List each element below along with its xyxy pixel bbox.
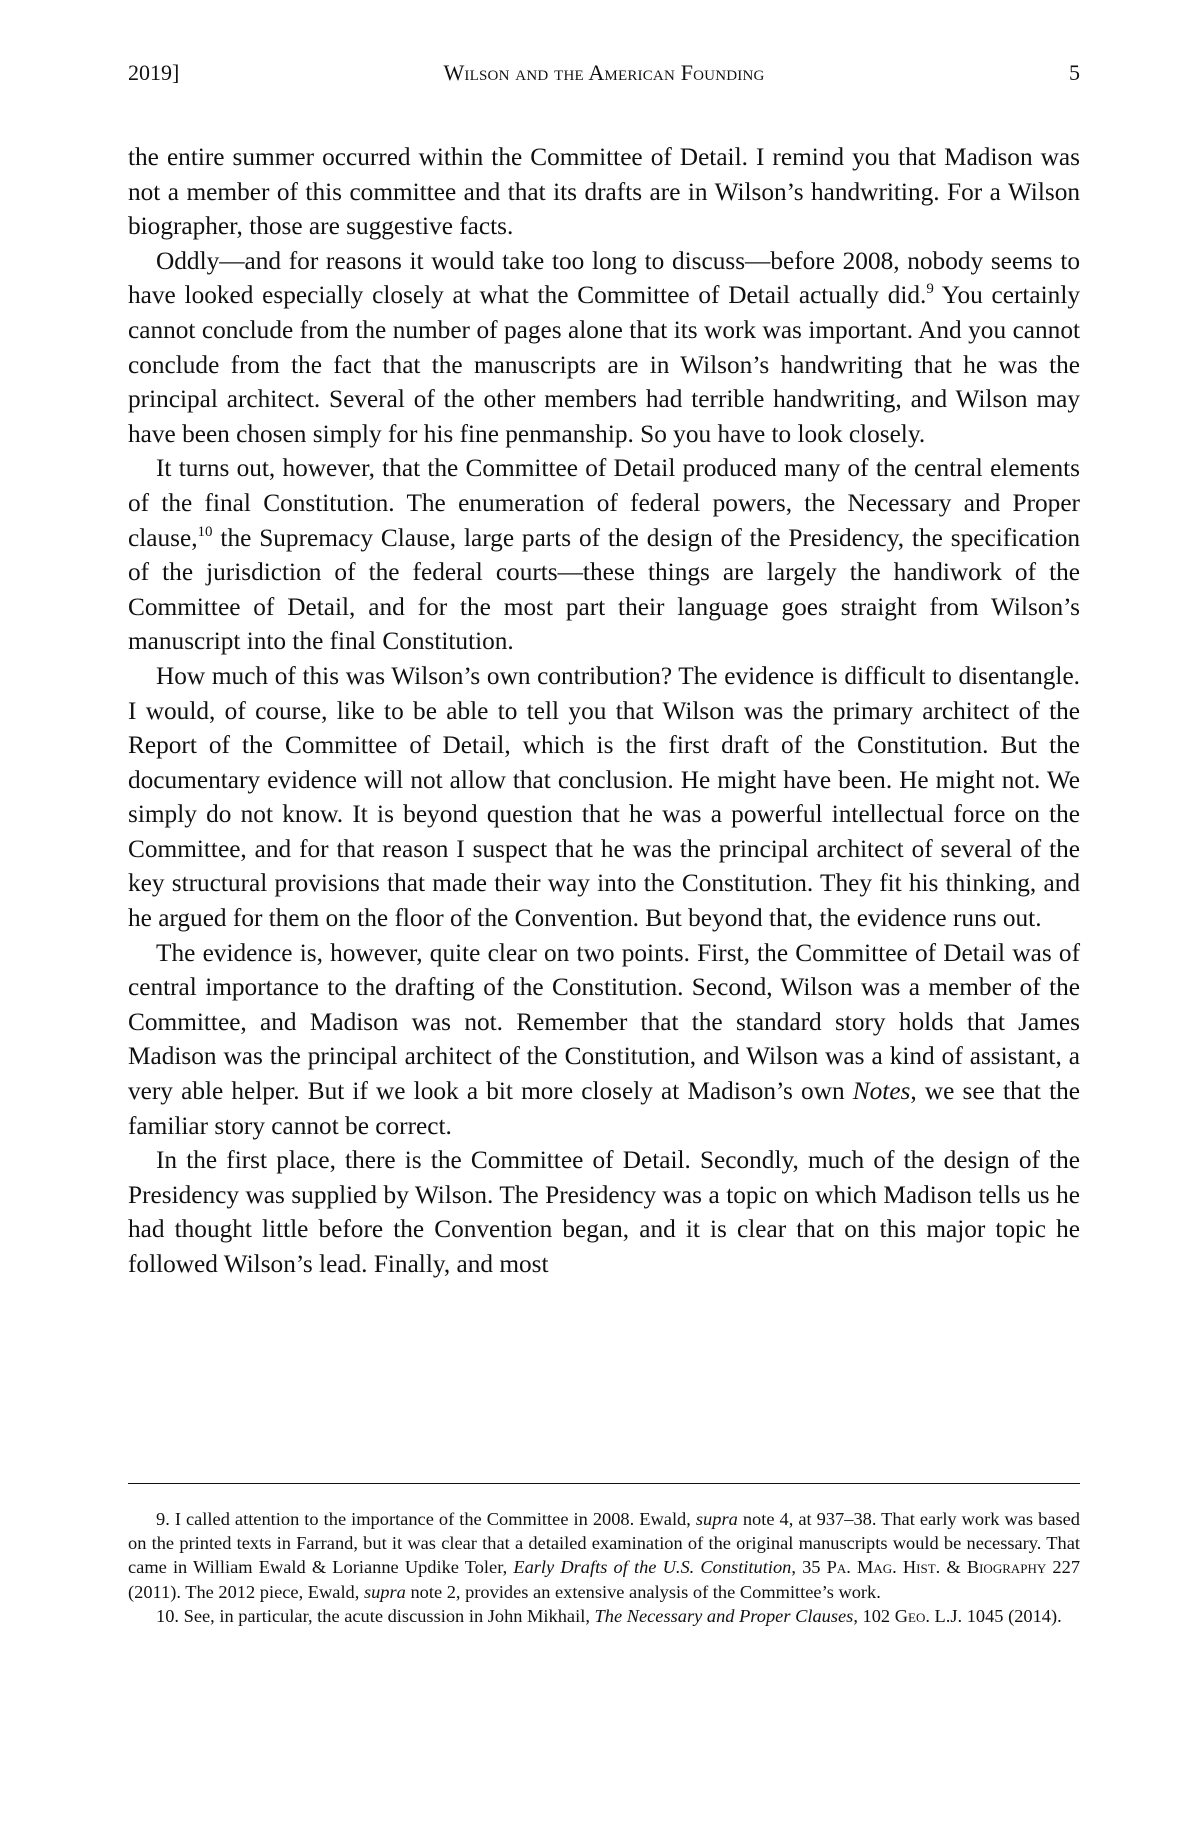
footnote-ref-9[interactable]: 9 [926,281,934,298]
running-header [128,56,1080,90]
footnote-10-text: 10. See, in particular, the acute discussion in John Mikhail, [156,1605,595,1626]
footnote-9 [128,1507,1080,1604]
footnote-9-italic: supra [363,1581,406,1602]
paragraph-4: How much of this was Wilson’s own contribution? The evidence is difficult to disentangle. I would, of course, like to be able to tell you that Wilson was the primary architect of the Report of the Committee of Detail, which is the first draft of the Constitution. But the documentary evidence will not allow that conclusion. He might have been. He might not. We simply do not know. It is beyond question that he was a powerful intellectual force on the Committee, and for that reason I suspect that he was the principal architect of several of the key structural provisions that made their way into the Constitution. They fit his thinking, and he argued for them on the floor of the Convention. But beyond that, the evidence runs out. [128,661,1080,933]
footnote-10 [128,1604,1080,1628]
paragraph-2 [128,244,1080,452]
paragraph-1: the entire summer occurred within the Committee of Detail. I remind you that Madison was not a member of this committee and that its drafts are in Wilson’s handwriting. For a Wilson biographer, those are suggestive facts. [128,143,1080,241]
paragraph-5-text-b: , we see that the familiar story cannot be correct. [128,1077,1080,1140]
main-text [128,140,1080,1282]
paragraph-2-text-b: You certainly cannot conclude from the number of pages alone that its work was important. And you cannot conclude from the fact that the manuscripts are in Wilson’s handwriting that he was the principal architect. Several of the other members had terrible handwriting, and Wilson may have been chosen simply for his fine penmanship. So you have to look closely. [128,281,1081,448]
paragraph-3-text-a: It turns out, however, that the Committee of Detail produced many of the central elements of the final Constitution. The enumeration of federal powers, the Necessary and Proper clause, [128,454,1080,552]
footnote-9-text: 227 (2011). The 2012 piece, Ewald, [128,1557,1081,1602]
footnote-10-text: , 102 [853,1605,895,1626]
page-number: 5 [1069,60,1080,85]
footnote-9-text: 9. I called attention to the importance of the Committee in 2008. Ewald, [156,1509,696,1529]
footnote-ref-10[interactable]: 10 [197,523,213,540]
header-title: Wilson and the American Founding [443,60,765,85]
footnote-9-text: note 4, at 937–38. That early work was based on the printed texts in Farrand, but it was clear that a detailed examination of the original manuscripts would be necessary. That came in William Ewald & Lorianne Updike Toler, [128,1509,1080,1578]
footnote-10-journal: Geo. L.J. [894,1605,963,1626]
header-year: 2019] [128,60,180,85]
footnote-9-italic: Early Drafts of the U.S. Constitution [513,1557,792,1578]
notes-title: Notes [852,1077,911,1106]
footnote-9-italic: supra [695,1509,738,1529]
footnote-9-text: , 35 [791,1557,827,1578]
footnotes [128,1507,1080,1628]
paragraph-6: In the first place, there is the Committee of Detail. Secondly, much of the design of the Presidency was supplied by Wilson. The Presidency was a topic on which Madison tells us he had thought little before the Convention began, and it is clear that on this major topic he followed Wilson’s lead. Finally, and most [128,1146,1080,1278]
paragraph-5-text-a: The evidence is, however, quite clear on two points. First, the Committee of Detail was of central importance to the drafting of the Constitution. Second, Wilson was a member of the Committee, and Madison was not. Remember that the standard story holds that James Madison was the principal architect of the Constitution, and Wilson was a kind of assistant, a very able helper. But if we look a bit more closely at Madison’s own [128,938,1080,1106]
footnote-9-journal: Pa. Mag. Hist. & Biography [826,1557,1047,1578]
footnote-9-text: note 2, provides an extensive analysis of the Committee’s work. [405,1581,881,1602]
footnote-10-italic: The Necessary and Proper Clauses [594,1605,854,1626]
paragraph-3 [128,451,1080,659]
paragraph-5 [128,936,1080,1144]
paragraph-2-text-a: Oddly—and for reasons it would take too long to discuss—before 2008, nobody seems to have looked especially closely at what the Committee of Detail actually did. [128,246,1080,310]
footnote-divider [128,1483,1080,1484]
footnote-10-text: 1045 (2014). [962,1605,1062,1626]
paragraph-3-text-b: the Supremacy Clause, large parts of the design of the Presidency, the specification of the jurisdiction of the federal courts—these things are largely the handiwork of the Committee of Detail, and for the most part their language goes straight from Wilson’s manuscript into the final Constitution. [128,523,1080,656]
